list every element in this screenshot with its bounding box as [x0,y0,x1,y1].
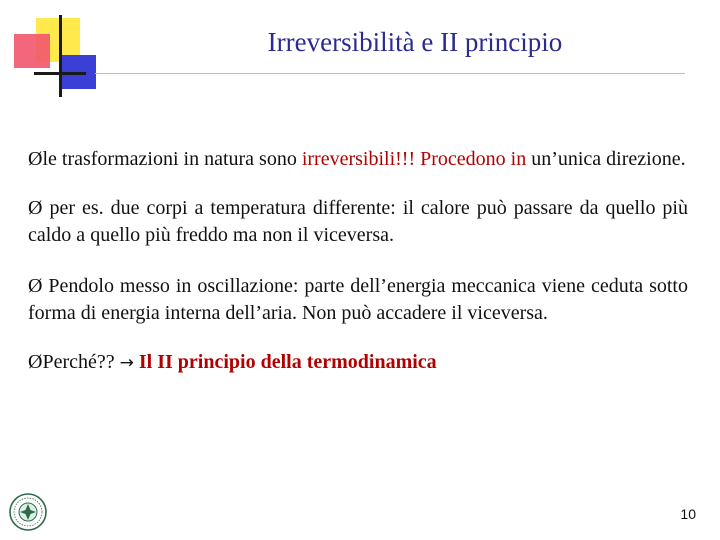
bullet-4 [28,349,688,377]
bullet-1-tail: un’unica direzione. [526,148,686,170]
bullet-marker: Ø [28,351,43,373]
bullet-4-text: Perché?? [42,351,120,373]
bullet-4-highlight: Il II principio della termodinamica [133,351,437,373]
bullet-2 [28,195,688,249]
bullet-1-highlight: irreversibili!!! Procedono in [301,148,527,170]
decor-vertical-line [59,15,62,97]
bullet-2-text: per es. due corpi a temperatura differente: il calore può passare da quello più caldo a quello più freddo ma non il viceversa. [28,197,688,246]
title-divider [95,73,685,74]
bullet-1-text: le trasformazioni in natura sono [42,148,302,170]
bullet-marker: Ø [28,197,43,219]
right-arrow-icon: → [119,353,134,373]
decor-horizontal-line [34,72,86,75]
decor-red-square [14,34,50,68]
university-seal-icon [8,492,48,532]
bullet-marker: Ø [28,275,43,297]
slide-content [28,146,688,399]
bullet-marker: Ø [28,148,43,170]
bullet-1 [28,146,688,173]
bullet-3 [28,273,688,327]
page-number: 10 [680,506,696,522]
slide-title: Irreversibilità e II principio [267,27,563,57]
bullet-3-text: Pendolo messo in oscillazione: parte dell’energia meccanica viene ceduta sotto forma di energia interna dell’aria. Non può accadere il viceversa. [28,275,688,324]
